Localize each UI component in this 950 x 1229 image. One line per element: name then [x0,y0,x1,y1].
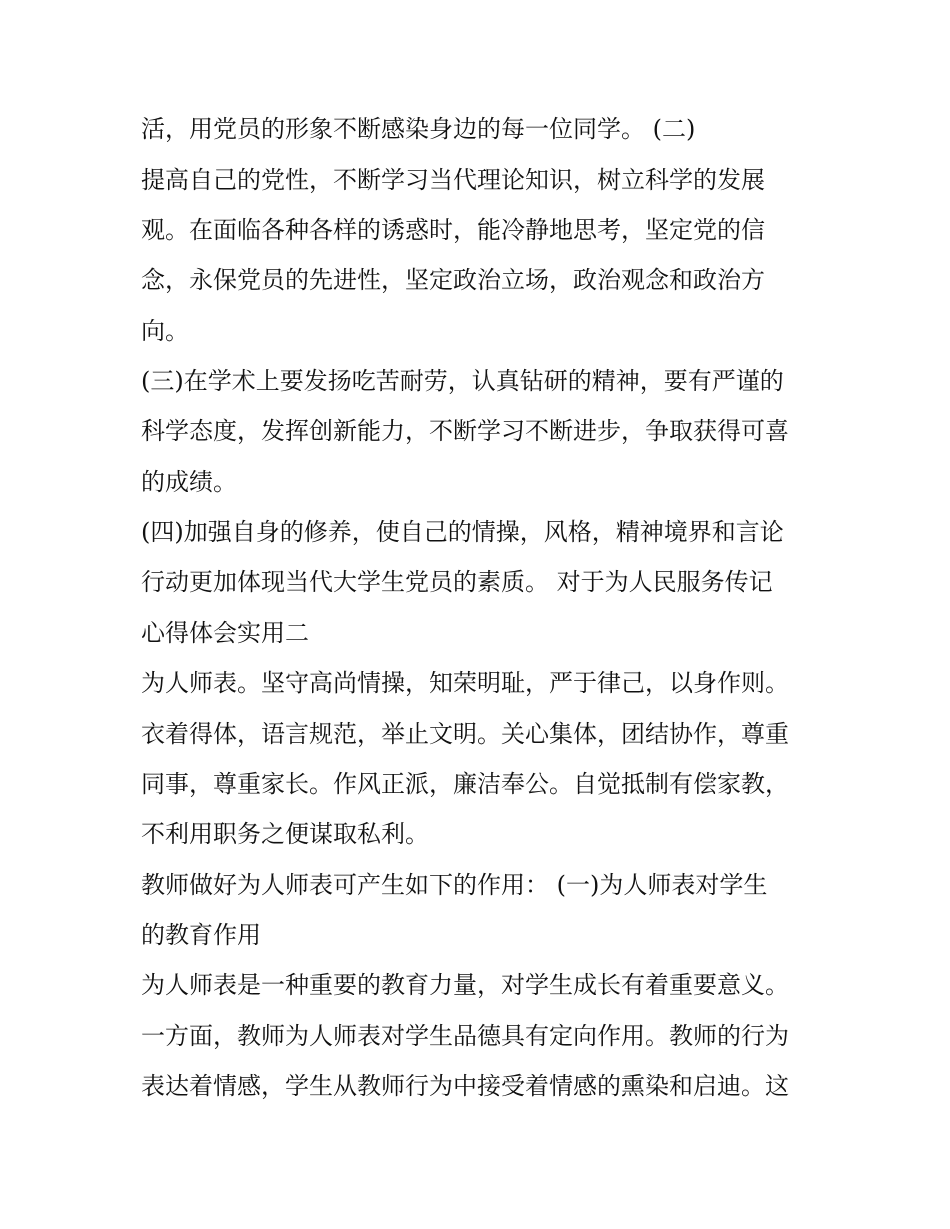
text-line: 科学态度，发挥创新能力，不断学习不断进步，争取获得可喜 [141,417,789,445]
text-line: 衣着得体，语言规范，举止文明。关心集体，团结协作，尊重 [141,720,789,748]
text-line: 心得体会实用二 [141,619,309,647]
text-line: 为人师表。坚守高尚情操，知荣明耻，严于律己，以身作则。 [141,669,789,697]
text-line: 观。在面临各种各样的诱惑时，能冷静地思考，坚定党的信 [141,216,765,244]
text-line: 的教育作用 [141,921,261,949]
text-line: 提高自己的党性，不断学习当代理论知识，树立科学的发展 [141,166,765,194]
text-line: 行动更加体现当代大学生党员的素质。 对于为人民服务传记 [141,568,773,596]
text-line: 同事，尊重家长。作风正派，廉洁奉公。自觉抵制有偿家教， [141,770,789,798]
text-line: 表达着情感，学生从教师行为中接受着情感的熏染和启迪。这 [141,1072,789,1100]
text-line: (四)加强自身的修养，使自己的情操，风格，精神境界和言论 [141,518,784,546]
text-line: 活，用党员的形象不断感染身边的每一位同学。 (二) [141,115,696,143]
text-line: (三)在学术上要发扬吃苦耐劳，认真钻研的精神，要有严谨的 [141,367,784,395]
text-line: 的成绩。 [141,468,237,496]
text-line: 一方面，教师为人师表对学生品德具有定向作用。教师的行为 [141,1022,789,1050]
text-line: 向。 [141,317,189,345]
text-line: 不利用职务之便谋取私利。 [141,820,429,848]
text-line: 为人师表是一种重要的教育力量，对学生成长有着重要意义。 [141,971,789,999]
text-line: 教师做好为人师表可产生如下的作用： (一)为人师表对学生 [141,871,768,899]
text-line: 念，永保党员的先进性，坚定政治立场，政治观念和政治方 [141,266,765,294]
